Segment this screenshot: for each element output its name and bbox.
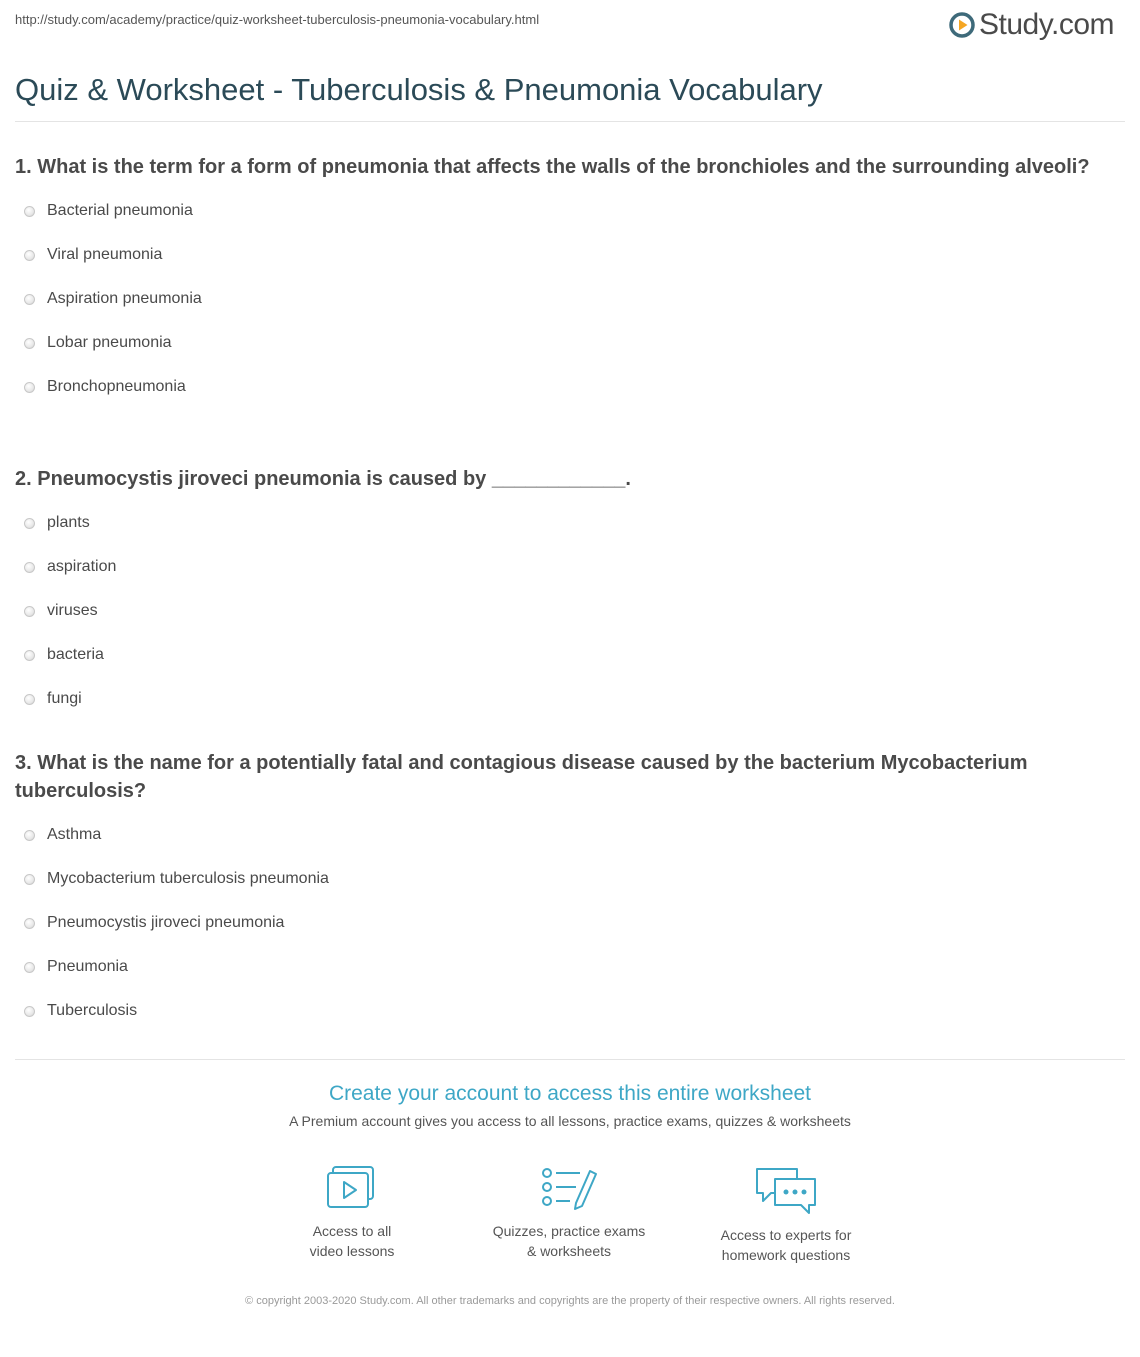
radio-button[interactable] bbox=[24, 962, 35, 973]
option-label: Pneumocystis jiroveci pneumonia bbox=[47, 914, 285, 931]
answer-options bbox=[15, 501, 1105, 721]
option-label: Pneumonia bbox=[47, 958, 128, 975]
radio-button[interactable] bbox=[24, 250, 35, 261]
answer-option[interactable] bbox=[15, 677, 1105, 721]
radio-button[interactable] bbox=[24, 694, 35, 705]
answer-option[interactable] bbox=[15, 545, 1105, 589]
option-label: aspiration bbox=[47, 558, 117, 575]
radio-button[interactable] bbox=[24, 294, 35, 305]
question-text: 3. What is the name for a potentially fatal and contagious disease caused by the bacterium Mycobacterium tuberculosis? bbox=[15, 752, 1028, 802]
radio-button[interactable] bbox=[24, 874, 35, 885]
page-title: Quiz & Worksheet - Tuberculosis & Pneumonia Vocabulary bbox=[15, 72, 823, 107]
question-1 bbox=[15, 153, 1105, 409]
play-circle-icon bbox=[949, 12, 975, 38]
option-label: Bacterial pneumonia bbox=[47, 202, 193, 219]
radio-button[interactable] bbox=[24, 606, 35, 617]
logo-text: Study.com bbox=[979, 8, 1114, 41]
feature-quizzes bbox=[469, 1165, 669, 1261]
radio-button[interactable] bbox=[24, 918, 35, 929]
study-logo[interactable] bbox=[949, 8, 1114, 42]
option-label: bacteria bbox=[47, 646, 104, 663]
feature-experts bbox=[686, 1165, 886, 1265]
answer-option[interactable] bbox=[15, 633, 1105, 677]
answer-option[interactable] bbox=[15, 857, 1105, 901]
answer-options bbox=[15, 189, 1105, 409]
option-label: Lobar pneumonia bbox=[47, 334, 172, 351]
question-3 bbox=[15, 749, 1105, 1033]
option-label: Aspiration pneumonia bbox=[47, 290, 202, 307]
answer-option[interactable] bbox=[15, 321, 1105, 365]
feature-label: Access to all video lessons bbox=[309, 1223, 395, 1259]
option-label: fungi bbox=[47, 690, 82, 707]
option-label: Bronchopneumonia bbox=[47, 378, 186, 395]
radio-button[interactable] bbox=[24, 518, 35, 529]
radio-button[interactable] bbox=[24, 206, 35, 217]
answer-option[interactable] bbox=[15, 189, 1105, 233]
radio-button[interactable] bbox=[24, 338, 35, 349]
radio-button[interactable] bbox=[24, 562, 35, 573]
cta-title-link[interactable]: Create your account to access this entire worksheet bbox=[328, 1082, 812, 1105]
feature-video-lessons bbox=[252, 1165, 452, 1261]
question-2 bbox=[15, 465, 1105, 721]
answer-option[interactable] bbox=[15, 989, 1105, 1033]
question-text: 1. What is the term for a form of pneumonia that affects the walls of the bronchioles and the surrounding alveoli? bbox=[15, 156, 1090, 178]
answer-option[interactable] bbox=[15, 813, 1105, 857]
radio-button[interactable] bbox=[24, 1006, 35, 1017]
option-label: Tuberculosis bbox=[47, 1002, 138, 1019]
answer-option[interactable] bbox=[15, 277, 1105, 321]
page-url: http://study.com/academy/practice/quiz-worksheet-tuberculosis-pneumonia-vocabulary.html bbox=[15, 12, 540, 27]
title-divider bbox=[15, 121, 1125, 122]
answer-option[interactable] bbox=[15, 589, 1105, 633]
chat-bubbles-icon bbox=[753, 1165, 819, 1215]
answer-option[interactable] bbox=[15, 501, 1105, 545]
cta-divider bbox=[15, 1059, 1125, 1060]
option-label: Asthma bbox=[47, 826, 102, 843]
cta-subtitle: A Premium account gives you access to all lessons, practice exams, quizzes & worksheets bbox=[289, 1113, 851, 1129]
option-label: Viral pneumonia bbox=[47, 246, 163, 263]
answer-option[interactable] bbox=[15, 233, 1105, 277]
copyright-notice: © copyright 2003-2020 Study.com. All other trademarks and copyrights are the property of their respective owners. All rights reserved. bbox=[245, 1295, 895, 1307]
answer-option[interactable] bbox=[15, 901, 1105, 945]
answer-option[interactable] bbox=[15, 365, 1105, 409]
feature-label: Access to experts for homework questions bbox=[720, 1227, 852, 1263]
radio-button[interactable] bbox=[24, 830, 35, 841]
option-label: Mycobacterium tuberculosis pneumonia bbox=[47, 870, 329, 887]
radio-button[interactable] bbox=[24, 382, 35, 393]
answer-options bbox=[15, 813, 1105, 1033]
radio-button[interactable] bbox=[24, 650, 35, 661]
quiz-checklist-icon bbox=[540, 1165, 598, 1211]
video-lessons-icon bbox=[325, 1165, 379, 1211]
answer-option[interactable] bbox=[15, 945, 1105, 989]
question-text: 2. Pneumocystis jiroveci pneumonia is caused by ____________. bbox=[15, 468, 631, 490]
feature-label: Quizzes, practice exams & worksheets bbox=[492, 1223, 646, 1259]
option-label: plants bbox=[47, 514, 90, 531]
option-label: viruses bbox=[47, 602, 98, 619]
